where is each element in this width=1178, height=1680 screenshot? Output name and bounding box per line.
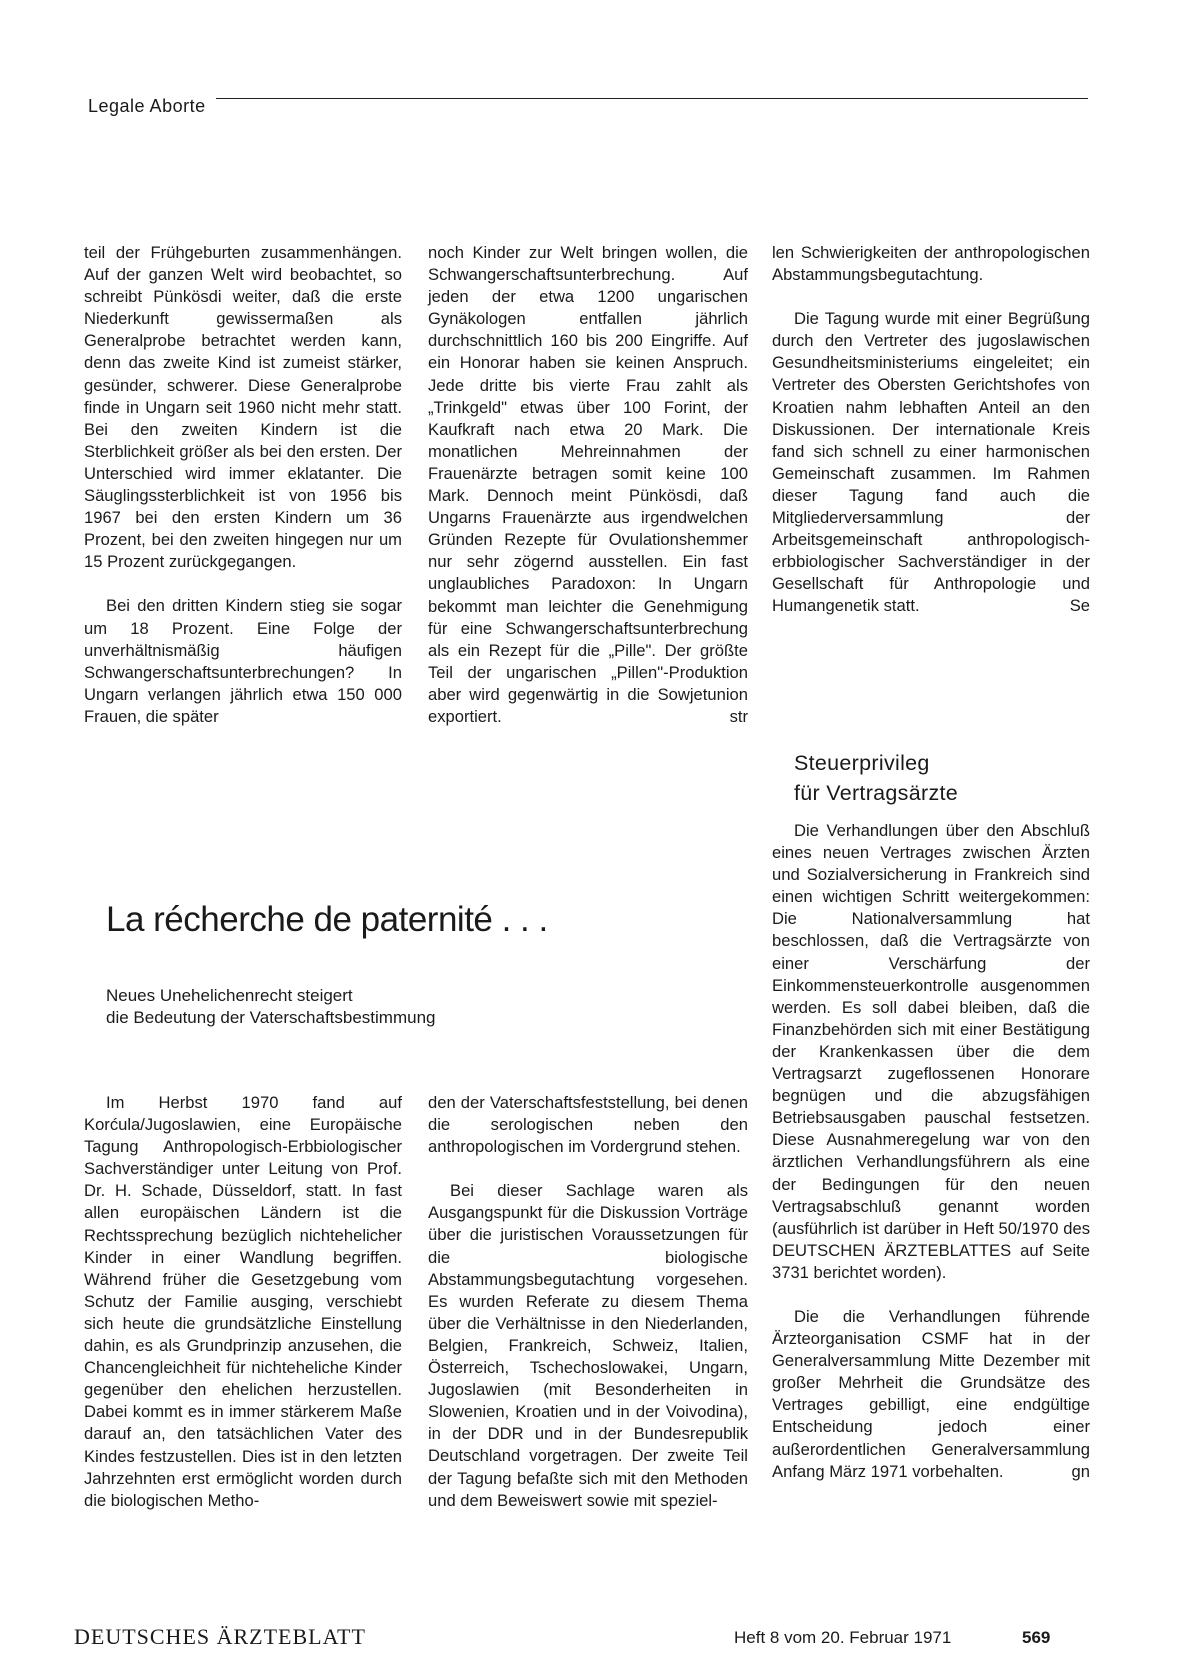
issue-info: Heft 8 vom 20. Februar 1971 — [734, 1628, 952, 1647]
author-signature: str — [729, 706, 748, 726]
author-signature: Se — [1069, 596, 1090, 616]
subtitle-line: die Bedeutung der Vaterschaftsbestimmung — [106, 1008, 436, 1027]
paragraph-text: noch Kinder zur Welt bringen wollen, die Schwangerschaftsunterbrechung. Auf jeden der etwa 1200 ungarischen Gynäkologen entfallen jährlich durchschnittlich 160 bis 200 Eingriffe. Auf ein Honorar haben sie keinen Anspruch. Jede dritte bis vierte Frau zahlt als „Trinkgeld" etwas über 100 Forint, der Kaufkraft nach etwa 20 Mark. Die monatlichen Mehreinnahmen der Frauenärzte betragen somit keine 100 Mark. Dennoch meint Pünkösdi, daß Ungarns Frauenärzte aus irgendwelchen Gründen Rezepte für Ovulationshemmer nur sehr zögernd ausstellen. Ein fast unglaubliches Paradoxon: In Ungarn bekommt man leichter die Genehmigung für eine Schwangerschaftsunterbrechung als ein Rezept für die „Pille". Der größte Teil der ungarischen „Pillen"-Produktion aber wird gegenwärtig in die Sowjetunion exportiert. — [428, 243, 748, 726]
paternity-col1 — [84, 1092, 402, 1512]
title-line: für Vertragsärzte — [794, 781, 959, 805]
section-header: Legale Aborte — [88, 96, 206, 116]
paternity-article-title: La récherche de paternité . . . — [106, 900, 548, 939]
header-rule — [216, 98, 1088, 99]
paragraph: teil der Frühgeburten zusammenhängen. Auf der ganzen Welt wird beobachtet, so schreibt Pünkösdi weiter, daß die erste Niederkunft gewissermaßen als Generalprobe betrachtet werden kann, denn das zweite Kind ist zumeist stärker, gesünder, schwerer. Diese Generalprobe finde in Ungarn seit 1960 nicht mehr statt. Bei den zweiten Kindern ist die Sterblichkeit größer als bei den ersten. Der Unterschied wird immer eklatanter. Die Säuglingssterblichkeit ist von 1956 bis 1967 bei den ersten Kindern um 36 Prozent, bei den zweiten hingegen nur um 15 Prozent zurückgegangen. — [84, 243, 402, 572]
paragraph — [772, 308, 1090, 617]
paternity-col2 — [428, 1092, 748, 1512]
title-line: Steuerprivileg — [794, 751, 930, 775]
paragraph: Die Verhandlungen über den Abschluß eines neuen Vertrages zwischen Ärzten und Sozialversicherung in Frankreich sind einen wichtigen Schritt weitergekommen: Die Nationalversammlung hat beschlossen, daß die Vertragsärzte von einer Verschärfung der Einkommensteuerkontrolle ausgenommen werden. Es soll dabei bleiben, daß die Finanzbehörden sich mit einer Bestätigung der Krankenkassen über die dem Vertragsarzt zugeflossenen Honorare begnügen und die abzugsfähigen Betriebsausgaben pauschal festsetzen. Diese Ausnahmeregelung war von den ärztlichen Verhandlungsführern als eine der Bedingungen für den neuen Vertragsabschluß genannt worden (ausführlich ist darüber in Heft 50/1970 des DEUTSCHEN ÄRZTEBLATTES auf Seite 3731 berichtet worden). — [772, 821, 1090, 1282]
paragraph — [772, 1306, 1090, 1483]
page-number: 569 — [1022, 1628, 1051, 1647]
tax-article-title — [794, 748, 958, 808]
paragraph: den der Vaterschaftsfeststellung, bei denen die serologischen neben den anthropologischen im Vordergrund stehen. — [428, 1093, 748, 1157]
paragraph: Bei dieser Sachlage waren als Ausgangspunkt für die Diskussion Vorträge über die juristischen Voraussetzungen für die biologische Abstammungsbegutachtung vorgesehen. Es wurden Referate zu diesem Thema über die Verhältnisse in den Niederlanden, Belgien, Frankreich, Schweiz, Italien, Österreich, Tschechoslowakei, Ungarn, Jugoslawien (mit Besonderheiten in Slowenien, Kroatien und in der Voivodina), in der DDR und in der Bundesrepublik Deutschland vorgetragen. Der zweite Teil der Tagung befaßte sich mit den Methoden und dem Beweiswert sowie mit speziel- — [428, 1181, 748, 1510]
paragraph-text: Die die Verhandlungen führende Ärzteorganisation CSMF hat in der Generalversammlung Mitte Dezember mit großer Mehrheit die Grundsätze des Vertrages gebilligt, eine endgültige Entscheidung jedoch einer außerordentlichen Generalversammlung Anfang März 1971 vorbehalten. — [772, 1306, 1090, 1481]
top-article-col1 — [84, 242, 402, 728]
paragraph: Bei den dritten Kindern stieg sie sogar um 18 Prozent. Eine Folge der unverhältnismäßig häufigen Schwangerschaftsunterbrechungen? In Ungarn verlangen jährlich etwa 150 000 Frauen, die später — [84, 596, 402, 726]
journal-name: DEUTSCHES ÄRZTEBLATT — [74, 1624, 366, 1649]
paragraph-text: Die Tagung wurde mit einer Begrüßung durch den Vertreter des jugoslawischen Gesundheitsministeriums eingeleitet; ein Vertreter des Obersten Gerichtshofes von Kroatien nahm lebhaften Anteil an den Diskussionen. Der internationale Kreis fand sich schnell zu einer harmonischen Gemeinschaft zusammen. Im Rahmen dieser Tagung fand auch die Mitgliederversammlung der Arbeitsgemeinschaft anthropologisch-erbbiologischer Sachverständiger in der Gesellschaft für Anthropologie und Humangenetik statt. — [772, 309, 1090, 616]
subtitle-line: Neues Unehelichenrecht steigert — [106, 986, 353, 1005]
top-article-col2 — [428, 242, 748, 728]
paragraph — [428, 242, 748, 728]
paragraph: Im Herbst 1970 fand auf Korćula/Jugoslawien, eine Europäische Tagung Anthropologisch-Erbbiologischer Sachverständiger unter Leitung von Prof. Dr. H. Schade, Düsseldorf, statt. In fast allen europäischen Ländern ist die Rechtssprechung bezüglich nichtehelicher Kinder in einer Wandlung begriffen. Während früher die Gesetzgebung vom Schutz der Familie ausging, verschiebt sich heute die grundsätzliche Einstellung dahin, es als Grundprinzip anzusehen, die Chancengleichheit für nichteheliche Kinder gegenüber den ehelichen herzustellen. Dabei kommt es in immer stärkerem Maße darauf an, den tatsächlichen Vater des Kindes festzustellen. Dies ist in den letzten Jahrzehnten erst ermöglicht worden durch die biologischen Metho- — [84, 1093, 402, 1510]
paternity-article-subtitle — [106, 985, 436, 1029]
paragraph: len Schwierigkeiten der anthropologischen Abstammungsbegutachtung. — [772, 243, 1090, 285]
anthro-continued-col — [772, 242, 1090, 618]
tax-article-body — [772, 820, 1090, 1483]
author-signature: gn — [1071, 1461, 1090, 1481]
